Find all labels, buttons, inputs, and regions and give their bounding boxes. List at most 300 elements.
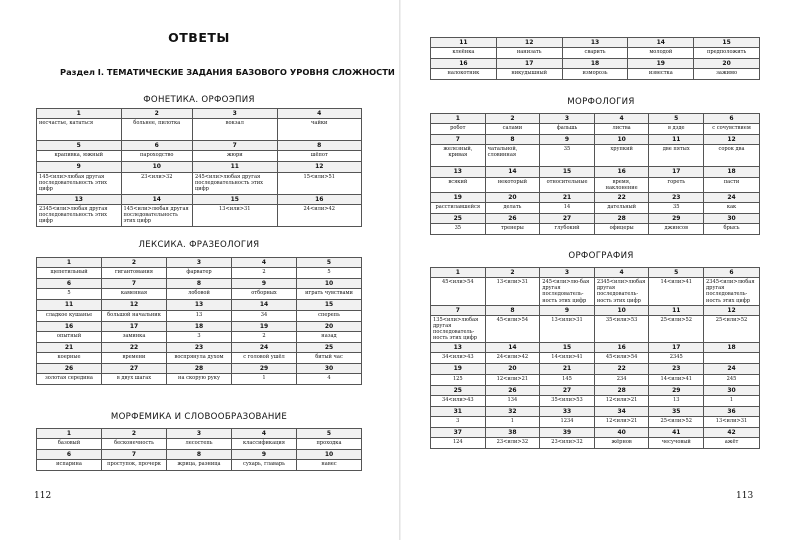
task-number-cell: 18 (167, 321, 232, 331)
answer-cell: 1 (704, 395, 760, 406)
answer-cell: дательный (594, 202, 649, 213)
task-number-cell: 1 (431, 114, 486, 124)
task-number-cell: 8 (485, 135, 540, 145)
answer-cell: 34<или>43 (431, 395, 486, 406)
task-number-cell: 19 (628, 59, 694, 69)
task-number-cell: 3 (167, 429, 232, 439)
task-number-cell: 6 (37, 279, 102, 289)
answer-cell: назад (297, 331, 362, 342)
answer-cell: крапивка, южный (37, 151, 122, 162)
task-number-cell: 26 (485, 385, 540, 395)
task-number-cell: 15 (193, 194, 278, 204)
answer-cell: времени (102, 352, 167, 363)
answer-row (431, 395, 760, 406)
task-number-cell: 17 (649, 343, 704, 353)
task-number-cell: 6 (704, 268, 760, 278)
answer-cell: 245<или>лю-бая другая последователь-ность этих цифр (540, 278, 595, 305)
task-number-cell: 34 (594, 406, 649, 416)
task-number-cell: 22 (594, 364, 649, 374)
answer-row (431, 374, 760, 385)
task-number-cell: 9 (232, 450, 297, 460)
answer-row (37, 331, 362, 342)
task-number-cell: 1 (37, 109, 122, 119)
answer-cell: жюри (193, 151, 278, 162)
answer-cell: никудышный (496, 69, 562, 80)
task-number-cell: 4 (277, 109, 362, 119)
answer-cell: 2345<или>любая другая последовательность этих цифр (37, 204, 122, 226)
task-number-cell: 32 (485, 406, 540, 416)
answer-cell: тренеры (485, 224, 540, 235)
answer-cell: вокзал (193, 119, 278, 141)
task-number-cell: 2 (102, 429, 167, 439)
answer-cell: 2345<или>любая другая последователь-ность этих цифр (704, 278, 760, 305)
answer-cell: 12<или>21 (485, 374, 540, 385)
answer-row (431, 69, 760, 80)
task-number-cell: 7 (102, 279, 167, 289)
answer-cell: 35 (649, 202, 704, 213)
answer-cell: 14<или>41 (649, 278, 704, 305)
answer-cell: 234 (594, 374, 649, 385)
task-number-cell: 14 (628, 38, 694, 48)
answer-cell: коерные (37, 352, 102, 363)
task-number-row (37, 162, 362, 172)
task-number-row (431, 59, 760, 69)
task-number-cell: 23 (167, 342, 232, 352)
answer-cell: 3 (431, 417, 486, 428)
task-number-row (431, 428, 760, 438)
answer-cell: 5 (297, 268, 362, 279)
task-number-cell: 11 (649, 305, 704, 315)
answer-cell: 1 (232, 374, 297, 385)
task-number-row (431, 135, 760, 145)
book-spine (399, 0, 401, 540)
answer-cell: 13<или>31 (485, 278, 540, 305)
answer-cell: жёрнов (594, 438, 649, 449)
task-number-cell: 6 (121, 141, 193, 151)
answer-cell: гигантомания (102, 268, 167, 279)
answer-cell: 25<или>52 (704, 315, 760, 342)
answer-cell: 13 (649, 395, 704, 406)
answer-cell: проступок, прочерк (102, 460, 167, 471)
task-number-cell: 7 (431, 305, 486, 315)
answer-row (431, 177, 760, 192)
task-number-cell: 13 (37, 194, 122, 204)
answer-cell: 145 (540, 374, 595, 385)
task-number-cell: 8 (277, 141, 362, 151)
answer-cell: зажимо (694, 69, 760, 80)
task-number-cell: 23 (649, 192, 704, 202)
table-phonetics (36, 108, 362, 227)
answer-cell (704, 353, 760, 364)
answer-cell: с сочувствием (704, 124, 760, 135)
task-number-cell: 12 (704, 135, 760, 145)
task-number-cell: 25 (297, 342, 362, 352)
answer-cell: относительные (540, 177, 595, 192)
task-number-cell: 9 (232, 279, 297, 289)
task-number-cell: 25 (431, 385, 486, 395)
task-number-cell: 10 (121, 162, 193, 172)
answer-cell: джинсов (649, 224, 704, 235)
answer-cell: заминка (102, 331, 167, 342)
task-number-cell: 2 (121, 109, 193, 119)
block-heading-morphemics: МОРФЕМИКА И СЛОВООБРАЗОВАНИЕ (110, 412, 288, 422)
answer-cell: 2 (232, 331, 297, 342)
task-number-row (431, 364, 760, 374)
answer-cell: сперепь (297, 310, 362, 321)
task-number-cell: 13 (431, 167, 486, 177)
answer-cell: 12<или>21 (594, 417, 649, 428)
task-number-cell: 26 (37, 363, 102, 373)
answer-cell: большой начальник (102, 310, 167, 321)
answer-cell: клеёнка (431, 48, 497, 59)
answer-cell: 25<или>52 (649, 417, 704, 428)
page-title: ОТВЕТЫ (168, 30, 230, 45)
answer-cell: робот (431, 124, 486, 135)
task-number-row (37, 141, 362, 151)
task-number-cell: 24 (232, 342, 297, 352)
task-number-cell: 40 (594, 428, 649, 438)
answer-cell: навес (297, 460, 362, 471)
answer-cell: на скорую руку (167, 374, 232, 385)
task-number-cell: 5 (649, 114, 704, 124)
task-number-cell: 42 (704, 428, 760, 438)
answer-cell: 34<или>43 (431, 353, 486, 364)
answer-cell: в двух шагах (102, 374, 167, 385)
task-number-cell: 10 (297, 279, 362, 289)
task-number-cell: 14 (121, 194, 193, 204)
answer-row (37, 268, 362, 279)
answer-cell: 45<или>54 (594, 353, 649, 364)
task-number-cell: 16 (594, 343, 649, 353)
answer-cell: шёпот (277, 151, 362, 162)
answer-cell: налокотник (431, 69, 497, 80)
answer-cell: битый час (297, 352, 362, 363)
task-number-row (431, 385, 760, 395)
answer-cell: отборных (232, 289, 297, 300)
answer-cell: щепетильный (37, 268, 102, 279)
answer-row (431, 417, 760, 428)
answer-cell: проходка (297, 439, 362, 450)
task-number-cell: 17 (496, 59, 562, 69)
task-number-cell: 29 (232, 363, 297, 373)
task-number-cell: 11 (431, 38, 497, 48)
answer-row (431, 124, 760, 135)
task-number-cell: 16 (431, 59, 497, 69)
task-number-cell: 2 (485, 268, 540, 278)
answer-cell: 14 (540, 202, 595, 213)
answer-cell: 125 (431, 374, 486, 385)
task-number-cell: 16 (594, 167, 649, 177)
answer-cell: ажёт (704, 438, 760, 449)
answer-cell: 23<или>32 (540, 438, 595, 449)
answer-row (37, 172, 362, 194)
task-number-cell: 7 (102, 450, 167, 460)
left-page (0, 0, 398, 540)
task-number-cell: 36 (704, 406, 760, 416)
task-number-cell: 20 (297, 321, 362, 331)
answer-cell: 23<или>32 (485, 438, 540, 449)
page-number: 112 (34, 491, 52, 501)
task-number-cell: 28 (594, 213, 649, 223)
answer-cell: 34 (232, 310, 297, 321)
task-number-row (431, 114, 760, 124)
answer-cell: 35 (431, 224, 486, 235)
answer-cell: 245<или>любая другая последовательность этих цифр (193, 172, 278, 194)
task-number-cell: 9 (540, 135, 595, 145)
answer-cell: нанизать (496, 48, 562, 59)
answer-cell: железный, кривая (431, 145, 486, 167)
answer-cell: сорок два (704, 145, 760, 167)
answer-cell: 13 (167, 310, 232, 321)
task-number-cell: 3 (167, 258, 232, 268)
task-number-cell: 15 (297, 300, 362, 310)
task-number-cell: 30 (297, 363, 362, 373)
task-number-cell: 24 (704, 192, 760, 202)
answer-cell: листва (594, 124, 649, 135)
task-number-cell: 3 (540, 268, 595, 278)
answer-cell: 35 (540, 145, 595, 167)
task-number-cell: 8 (167, 450, 232, 460)
task-number-cell: 19 (431, 192, 486, 202)
task-number-cell: 4 (594, 114, 649, 124)
answer-cell: бесконечность (102, 439, 167, 450)
answer-row (431, 48, 760, 59)
answer-row (431, 353, 760, 364)
task-number-cell: 15 (540, 343, 595, 353)
answer-cell: базовый (37, 439, 102, 450)
table-continuation (430, 37, 760, 80)
answer-cell: 145<или>любая другая последовательность этих цифр (121, 204, 193, 226)
task-number-cell: 5 (649, 268, 704, 278)
answer-cell: в дзде (649, 124, 704, 135)
task-number-cell: 27 (102, 363, 167, 373)
task-number-cell: 10 (594, 135, 649, 145)
answer-row (431, 202, 760, 213)
answer-cell: расстилавшейся (431, 202, 486, 213)
task-number-cell: 15 (540, 167, 595, 177)
task-number-cell: 22 (594, 192, 649, 202)
answer-cell: пароходство (121, 151, 193, 162)
task-number-cell: 19 (232, 321, 297, 331)
answer-cell: чесучовый (649, 438, 704, 449)
block-heading-lexicon: ЛЕКСИКА. ФРАЗЕОЛОГИЯ (138, 240, 260, 250)
task-number-cell: 5 (37, 141, 122, 151)
task-number-cell: 33 (540, 406, 595, 416)
task-number-cell: 27 (540, 213, 595, 223)
task-number-cell: 18 (704, 167, 760, 177)
answer-cell: испарина (37, 460, 102, 471)
task-number-row (37, 109, 362, 119)
table-lexicon (36, 257, 362, 385)
answer-cell: 5 (37, 289, 102, 300)
task-number-row (431, 167, 760, 177)
answer-cell: гореть (649, 177, 704, 192)
answer-cell: жрица, раэница (167, 460, 232, 471)
answer-row (37, 439, 362, 450)
task-number-cell: 27 (540, 385, 595, 395)
answer-cell: хрупкий (594, 145, 649, 167)
task-number-cell: 14 (232, 300, 297, 310)
task-number-cell: 31 (431, 406, 486, 416)
task-number-row (37, 342, 362, 352)
answer-cell: 13<или>31 (704, 417, 760, 428)
task-number-row (431, 305, 760, 315)
answer-cell: больнее, пилотка (121, 119, 193, 141)
answer-cell: 15<или>51 (277, 172, 362, 194)
task-number-cell: 38 (485, 428, 540, 438)
answer-cell: глубокий (540, 224, 595, 235)
answer-cell: чатальной, словинная (485, 145, 540, 167)
task-number-cell: 20 (485, 192, 540, 202)
task-number-cell: 18 (562, 59, 628, 69)
answer-cell: 13<или>31 (193, 204, 278, 226)
task-number-row (431, 213, 760, 223)
answer-row (37, 310, 362, 321)
answer-cell: 4 (297, 374, 362, 385)
task-number-cell: 1 (37, 258, 102, 268)
task-number-row (431, 343, 760, 353)
task-number-cell: 41 (649, 428, 704, 438)
task-number-cell: 9 (540, 305, 595, 315)
answer-row (37, 352, 362, 363)
answer-cell: воспрянула духом (167, 352, 232, 363)
answer-cell: 24<или>42 (485, 353, 540, 364)
answer-cell: лобовой (167, 289, 232, 300)
task-number-row (37, 258, 362, 268)
answer-cell: лесостепь (167, 439, 232, 450)
task-number-cell: 16 (37, 321, 102, 331)
task-number-cell: 19 (431, 364, 486, 374)
task-number-cell: 25 (431, 213, 486, 223)
answer-cell: 45<или>54 (431, 278, 486, 305)
task-number-cell: 11 (193, 162, 278, 172)
answer-cell: 13<или>31 (540, 315, 595, 342)
task-number-cell: 4 (594, 268, 649, 278)
task-number-cell: 21 (540, 364, 595, 374)
answer-cell: некоторый (485, 177, 540, 192)
answer-cell: каменная (102, 289, 167, 300)
answer-row (37, 204, 362, 226)
task-number-cell: 3 (193, 109, 278, 119)
task-number-cell: 3 (540, 114, 595, 124)
task-number-cell: 13 (167, 300, 232, 310)
task-number-cell: 5 (297, 429, 362, 439)
task-number-cell: 6 (37, 450, 102, 460)
right-page (402, 0, 800, 540)
answer-cell: 2345 (649, 353, 704, 364)
task-number-row (37, 450, 362, 460)
answer-cell: предположить (694, 48, 760, 59)
answer-cell: известка (628, 69, 694, 80)
block-heading-orthography: ОРФОГРАФИЯ (568, 251, 634, 261)
answer-cell: 1234 (540, 417, 595, 428)
task-number-cell: 18 (704, 343, 760, 353)
answer-cell: 12<или>21 (594, 395, 649, 406)
answer-cell: 2 (232, 268, 297, 279)
task-number-cell: 13 (562, 38, 628, 48)
task-number-row (37, 194, 362, 204)
task-number-cell: 14 (485, 167, 540, 177)
answer-row (37, 289, 362, 300)
answer-row (431, 145, 760, 167)
task-number-cell: 16 (277, 194, 362, 204)
task-number-cell: 24 (704, 364, 760, 374)
answer-cell: опытный (37, 331, 102, 342)
task-number-cell: 15 (694, 38, 760, 48)
answer-cell: 245 (704, 374, 760, 385)
block-heading-phonetics: ФОНЕТИКА. ОРФОЭПИЯ (143, 95, 255, 105)
task-number-cell: 20 (485, 364, 540, 374)
task-number-cell: 2 (102, 258, 167, 268)
answer-cell: играть чувствами (297, 289, 362, 300)
answer-cell: 14<или>41 (649, 374, 704, 385)
task-number-cell: 6 (704, 114, 760, 124)
table-orthography (430, 267, 760, 449)
answer-cell: классификация (232, 439, 297, 450)
answer-row (37, 151, 362, 162)
answer-row (431, 278, 760, 305)
task-number-cell: 8 (167, 279, 232, 289)
answer-row (431, 224, 760, 235)
task-number-cell: 29 (649, 385, 704, 395)
answer-cell: всякий (431, 177, 486, 192)
answer-cell: фальшь (540, 124, 595, 135)
answer-cell: 14<или>41 (540, 353, 595, 364)
task-number-row (37, 300, 362, 310)
task-number-cell: 14 (485, 343, 540, 353)
answer-cell: 3 (167, 331, 232, 342)
answer-cell: 145<или>любая другая последовательность этих цифр (37, 172, 122, 194)
task-number-row (431, 268, 760, 278)
answer-cell: две пятых (649, 145, 704, 167)
table-morphemics (36, 428, 362, 471)
block-heading-morphology: МОРФОЛОГИЯ (567, 97, 635, 107)
answer-cell: 23<или>32 (121, 172, 193, 194)
answer-cell: 1 (485, 417, 540, 428)
task-number-cell: 21 (37, 342, 102, 352)
answer-row (37, 119, 362, 141)
answer-cell: 135<или>любая другая последователь-ность этих цифр (431, 315, 486, 342)
task-number-row (431, 192, 760, 202)
answer-cell: 2345<или>любая другая последователь-ность этих цифр (594, 278, 649, 305)
task-number-cell: 13 (431, 343, 486, 353)
answer-cell: офицеры (594, 224, 649, 235)
answer-cell: изморозь (562, 69, 628, 80)
answer-cell: делать (485, 202, 540, 213)
task-number-cell: 4 (232, 258, 297, 268)
task-number-cell: 30 (704, 385, 760, 395)
task-number-cell: 12 (277, 162, 362, 172)
task-number-cell: 7 (431, 135, 486, 145)
answer-cell: 24<или>42 (277, 204, 362, 226)
answer-row (431, 438, 760, 449)
answer-cell: сварить (562, 48, 628, 59)
task-number-cell: 35 (649, 406, 704, 416)
task-number-cell: 20 (694, 59, 760, 69)
answer-cell: 124 (431, 438, 486, 449)
task-number-cell: 1 (431, 268, 486, 278)
answer-cell: сладкое кушанье (37, 310, 102, 321)
task-number-cell: 11 (37, 300, 102, 310)
answer-cell: 45<или>54 (485, 315, 540, 342)
task-number-cell: 12 (102, 300, 167, 310)
task-number-cell: 2 (485, 114, 540, 124)
answer-cell: с головой ушёл (232, 352, 297, 363)
task-number-cell: 10 (297, 450, 362, 460)
task-number-cell: 29 (649, 213, 704, 223)
answer-cell: как (704, 202, 760, 213)
task-number-cell: 10 (594, 305, 649, 315)
